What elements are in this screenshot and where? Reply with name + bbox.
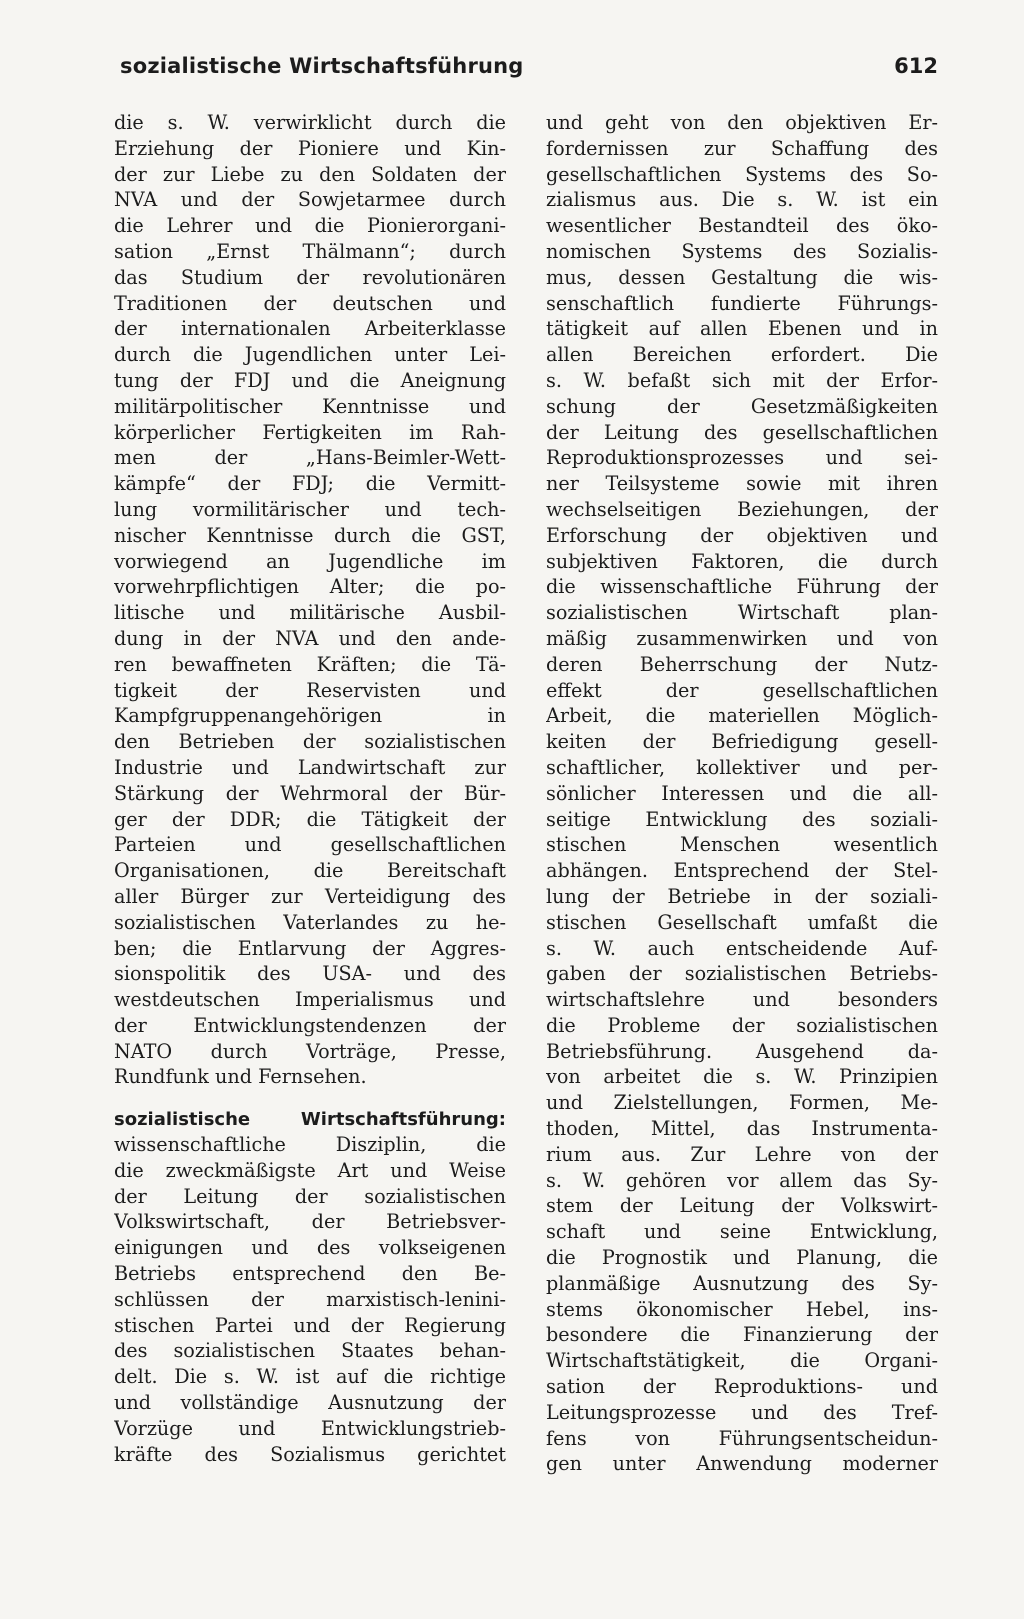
text-line: der Leitung des gesellschaftlichen xyxy=(546,420,938,444)
text-line: Reproduktionsprozesses und sei- xyxy=(546,446,938,470)
text-line: kräfte des Sozialismus gerichtet xyxy=(114,1442,506,1466)
text-line: lung der Betriebe in der soziali- xyxy=(546,884,938,908)
text-line: mäßig zusammenwirken und von xyxy=(546,626,938,650)
text-line: abhängen. Entsprechend der Stel- xyxy=(546,859,938,883)
entry-first-line xyxy=(114,1106,506,1132)
text-line: mus, dessen Gestaltung die wis- xyxy=(546,265,938,289)
text-line: kämpfe“ der FDJ; die Vermitt- xyxy=(114,472,506,496)
text-line: die wissenschaftliche Führung der xyxy=(546,575,938,599)
text-line: effekt der gesellschaftlichen xyxy=(546,678,938,702)
entry-body xyxy=(114,1132,506,1467)
text-line: subjektiven Faktoren, die durch xyxy=(546,549,938,573)
text-line: sönlicher Interessen und die all- xyxy=(546,781,938,805)
entry-body-continued xyxy=(546,110,938,1477)
text-line: der Entwicklungstendenzen der xyxy=(114,1013,506,1037)
text-line: dung in der NVA und den ande- xyxy=(114,626,506,650)
text-line: Traditionen der deutschen und xyxy=(114,291,506,315)
left-column xyxy=(114,110,506,1467)
text-line: ner Teilsysteme sowie mit ihren xyxy=(546,472,938,496)
text-line: delt. Die s. W. ist auf die richtige xyxy=(114,1365,506,1389)
text-line: tung der FDJ und die Aneignung xyxy=(114,368,506,392)
text-line: die zweckmäßigste Art und Weise xyxy=(114,1158,506,1182)
text-line: Vorzüge und Entwicklungstrieb- xyxy=(114,1416,506,1440)
text-line: militärpolitischer Kenntnisse und xyxy=(114,394,506,418)
text-line: stems ökonomischer Hebel, ins- xyxy=(546,1297,938,1321)
text-line: Betriebsführung. Ausgehend da- xyxy=(546,1039,938,1063)
text-line: vorwiegend an Jugendliche im xyxy=(114,549,506,573)
text-line: nomischen Systems des Sozialis- xyxy=(546,239,938,263)
text-line: stischen Menschen wesentlich xyxy=(546,833,938,857)
text-line: planmäßige Ausnutzung des Sy- xyxy=(546,1271,938,1295)
text-line: gesellschaftlichen Systems des So- xyxy=(546,162,938,186)
text-line: sozialistischen Vaterlandes zu he- xyxy=(114,910,506,934)
text-line: tigkeit der Reservisten und xyxy=(114,678,506,702)
text-line: die Prognostik und Planung, die xyxy=(546,1246,938,1270)
text-line: allen Bereichen erfordert. Die xyxy=(546,343,938,367)
text-line: fordernissen zur Schaffung des xyxy=(546,136,938,160)
text-line: Wirtschaftstätigkeit, die Organi- xyxy=(546,1349,938,1373)
text-line: des sozialistischen Staates behan- xyxy=(114,1339,506,1363)
right-column xyxy=(546,110,938,1477)
text-line: Erforschung der objektiven und xyxy=(546,523,938,547)
text-line: wirtschaftslehre und besonders xyxy=(546,988,938,1012)
text-line: körperlicher Fertigkeiten im Rah- xyxy=(114,420,506,444)
text-line: rium aus. Zur Lehre von der xyxy=(546,1142,938,1166)
text-line: der internationalen Arbeiterklasse xyxy=(114,317,506,341)
text-line: die Probleme der sozialistischen xyxy=(546,1013,938,1037)
running-title: sozialistische Wirtschaftsführung xyxy=(120,54,524,78)
text-line: schaft und seine Entwicklung, xyxy=(546,1220,938,1244)
text-line: sation „Ernst Thälmann“; durch xyxy=(114,239,506,263)
text-line: der zur Liebe zu den Soldaten der xyxy=(114,162,506,186)
entry-continuation xyxy=(114,110,506,1090)
text-line: schung der Gesetzmäßigkeiten xyxy=(546,394,938,418)
text-line: Betriebs entsprechend den Be- xyxy=(114,1262,506,1286)
text-line: ger der DDR; die Tätigkeit der xyxy=(114,807,506,831)
text-line: besondere die Finanzierung der xyxy=(546,1323,938,1347)
text-line: Leitungsprozesse und des Tref- xyxy=(546,1400,938,1424)
text-line: durch die Jugendlichen unter Lei- xyxy=(114,343,506,367)
text-line: Stärkung der Wehrmoral der Bür- xyxy=(114,781,506,805)
text-line: westdeutschen Imperialismus und xyxy=(114,988,506,1012)
text-line: s. W. auch entscheidende Auf- xyxy=(546,936,938,960)
text-line: litische und militärische Ausbil- xyxy=(114,601,506,625)
text-line: wechselseitigen Beziehungen, der xyxy=(546,497,938,521)
text-line: ren bewaffneten Kräften; die Tä- xyxy=(114,652,506,676)
text-line: nischer Kenntnisse durch die GST, xyxy=(114,523,506,547)
text-line: die s. W. verwirklicht durch die xyxy=(114,111,506,134)
text-line: stem der Leitung der Volkswirt- xyxy=(546,1194,938,1218)
text-line: seitige Entwicklung des soziali- xyxy=(546,807,938,831)
text-line: vorwehrpflichtigen Alter; die po- xyxy=(114,575,506,599)
text-line: von arbeitet die s. W. Prinzipien xyxy=(546,1065,938,1089)
text-line: Kampfgruppenangehörigen in xyxy=(114,704,506,728)
text-line: ben; die Entlarvung der Aggres- xyxy=(114,936,506,960)
entry-headword: sozialistische Wirtschaftsführung: xyxy=(114,1109,506,1131)
text-line: thoden, Mittel, das Instrumenta- xyxy=(546,1117,938,1141)
text-line: einigungen und des volkseigenen xyxy=(114,1236,506,1260)
text-line: Industrie und Landwirtschaft zur xyxy=(114,755,506,779)
text-line: Erziehung der Pioniere und Kin- xyxy=(114,136,506,160)
text-line: der Leitung der sozialistischen xyxy=(114,1184,506,1208)
text-line: senschaftlich fundierte Führungs- xyxy=(546,291,938,315)
text-line: aller Bürger zur Verteidigung des xyxy=(114,884,506,908)
text-line: gen unter Anwendung moderner xyxy=(546,1452,938,1476)
text-line: schlüssen der marxistisch-lenini- xyxy=(114,1287,506,1311)
text-line: und geht von den objektiven Er- xyxy=(546,111,938,134)
text-line: die Lehrer und die Pionierorgani- xyxy=(114,214,506,238)
text-line: tätigkeit auf allen Ebenen und in xyxy=(546,317,938,341)
text-line: sation der Reproduktions- und xyxy=(546,1375,938,1399)
text-line: lung vormilitärischer und tech- xyxy=(114,497,506,521)
text-line: sionspolitik des USA- und des xyxy=(114,962,506,986)
text-line: Volkswirtschaft, der Betriebsver- xyxy=(114,1210,506,1234)
text-line: und Zielstellungen, Formen, Me- xyxy=(546,1091,938,1115)
text-line: s. W. gehören vor allem das Sy- xyxy=(546,1168,938,1192)
text-line: wissenschaftliche Disziplin, die xyxy=(114,1133,506,1157)
text-line: s. W. befaßt sich mit der Erfor- xyxy=(546,368,938,392)
text-line: stischen Gesellschaft umfaßt die xyxy=(546,910,938,934)
text-line: NATO durch Vorträge, Presse, xyxy=(114,1039,506,1063)
text-line: Rundfunk und Fernsehen. xyxy=(114,1065,367,1089)
text-line: Arbeit, die materiellen Möglich- xyxy=(546,704,938,728)
text-line: keiten der Befriedigung gesell- xyxy=(546,730,938,754)
text-line: men der „Hans-Beimler-Wett- xyxy=(114,446,506,470)
page-number: 612 xyxy=(894,54,938,78)
text-line: NVA und der Sowjetarmee durch xyxy=(114,188,506,212)
text-line: fens von Führungsentscheidun- xyxy=(546,1426,938,1450)
text-line: zialismus aus. Die s. W. ist ein xyxy=(546,188,938,212)
text-line: sozialistischen Wirtschaft plan- xyxy=(546,601,938,625)
running-head xyxy=(120,54,938,88)
entry-gap xyxy=(114,1090,506,1106)
text-line: gaben der sozialistischen Betriebs- xyxy=(546,962,938,986)
text-line: deren Beherrschung der Nutz- xyxy=(546,652,938,676)
text-line: den Betrieben der sozialistischen xyxy=(114,730,506,754)
text-line: Parteien und gesellschaftlichen xyxy=(114,833,506,857)
text-line: stischen Partei und der Regierung xyxy=(114,1313,506,1337)
text-line: schaftlicher, kollektiver und per- xyxy=(546,755,938,779)
text-line: das Studium der revolutionären xyxy=(114,265,506,289)
text-line: Organisationen, die Bereitschaft xyxy=(114,859,506,883)
text-line: und vollständige Ausnutzung der xyxy=(114,1391,506,1415)
text-line: wesentlicher Bestandteil des öko- xyxy=(546,214,938,238)
